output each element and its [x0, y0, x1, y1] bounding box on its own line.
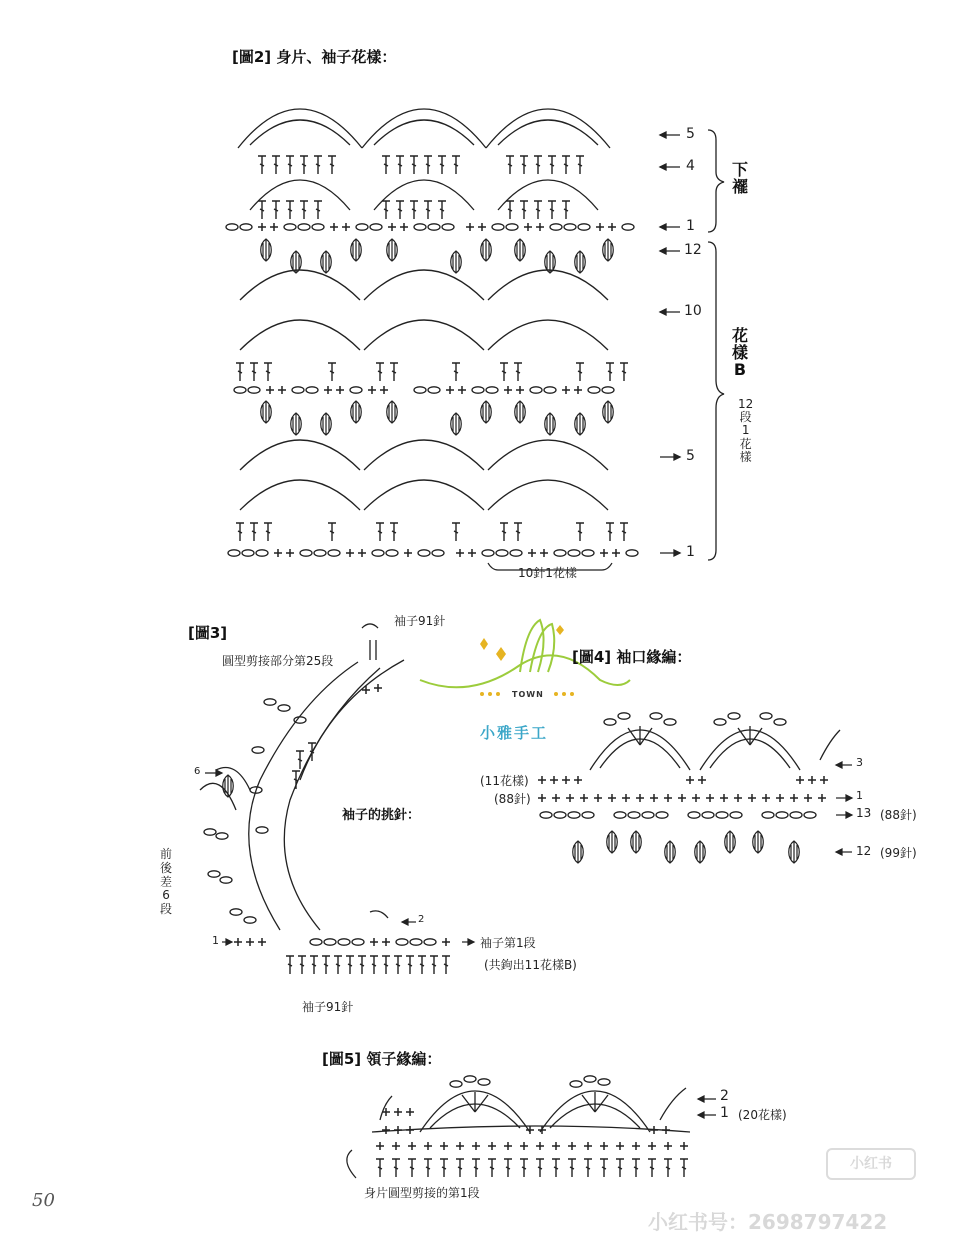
logo-chinese: 小雅手工: [480, 724, 549, 742]
fig5-bottom-label: 身片圓型剪接的第1段: [364, 1186, 480, 1200]
fig5-row-2: 2: [720, 1088, 729, 1104]
fig2-chain-row-hem: [226, 223, 634, 231]
fig3-pick-label: 袖子的挑針：: [342, 808, 421, 823]
fig4-row-12: 12: [856, 844, 872, 858]
fig2-braces: [708, 130, 724, 560]
fig4-left-stitches: (88針): [494, 792, 531, 806]
fig3-raglan-label: 圓型剪接部分第25段: [222, 654, 334, 668]
fig5-row-1: 1: [720, 1105, 729, 1121]
fig2-row-1-bottom: 1: [686, 544, 695, 560]
fig2-row-5-top: 5: [686, 126, 695, 142]
fig3-first-row-sub: (共鉤出11花樣B): [484, 958, 577, 972]
fig2-bobble-rows: [261, 239, 614, 435]
fig5-title: [圖5] 領子緣編：: [322, 1050, 442, 1068]
fig3-row-1: 1: [212, 934, 219, 947]
fig5-arrows: [347, 1096, 716, 1178]
fig2-row-12: 12: [684, 242, 702, 258]
fig3-first-row-label: 袖子第1段: [480, 936, 536, 950]
logo-town: TOWN: [512, 690, 544, 699]
fig4-arrows: [836, 762, 852, 855]
fig2-diagram: [238, 109, 610, 510]
fig3-sleeve-bottom-label: 袖子91針: [302, 1000, 354, 1014]
fig4-left-repeats: (11花樣): [480, 774, 529, 788]
fig4-title: [圖4] 袖口緣編：: [572, 648, 692, 666]
page-number: 50: [32, 1190, 55, 1211]
fig5-diagram: [372, 1088, 690, 1132]
fig4-row-1: 1: [856, 789, 863, 802]
fig2-row-1-top: 1: [686, 218, 695, 234]
fig2-row-10: 10: [684, 303, 702, 319]
fig3-sleeve-top-label: 袖子91針: [394, 614, 446, 628]
fig2-row-5-bottom: 5: [686, 448, 695, 464]
fig4-diagram: [590, 726, 840, 770]
fig2-chain-rows: [228, 386, 638, 557]
fig3-arrows: [205, 770, 474, 945]
fig2-section-hem: 下 襬: [732, 160, 749, 196]
fig5-row-1-count: (20花樣): [738, 1108, 787, 1122]
fig4-row-13: 13: [856, 806, 872, 820]
fig2-title: [圖2] 身片、袖子花樣：: [232, 48, 397, 66]
fig3-diff-label: 前 後 差 6 段: [160, 847, 173, 917]
fig3-row-6: 6: [194, 766, 201, 777]
fig3-title: [圖3]: [188, 624, 228, 642]
fig2-repeat-label: 10針1花樣: [518, 566, 577, 580]
fig3-row-2: 2: [418, 914, 425, 925]
watermark: 小红书号：2698797422: [648, 1210, 888, 1234]
watermark-badge: 小红书: [826, 1148, 916, 1180]
fig2-repeat-note: 12 段 1 花 樣: [738, 397, 754, 464]
fig2-row-arrows: [660, 132, 680, 556]
fig4-stitches: [538, 713, 828, 863]
fig2-row-4: 4: [686, 158, 695, 174]
fig4-row-13-count: (88針): [880, 808, 917, 822]
fig2-section-pattern-b: 花 樣 B: [732, 326, 749, 379]
fig4-row-12-count: (99針): [880, 846, 917, 860]
fig4-row-3: 3: [856, 756, 863, 769]
